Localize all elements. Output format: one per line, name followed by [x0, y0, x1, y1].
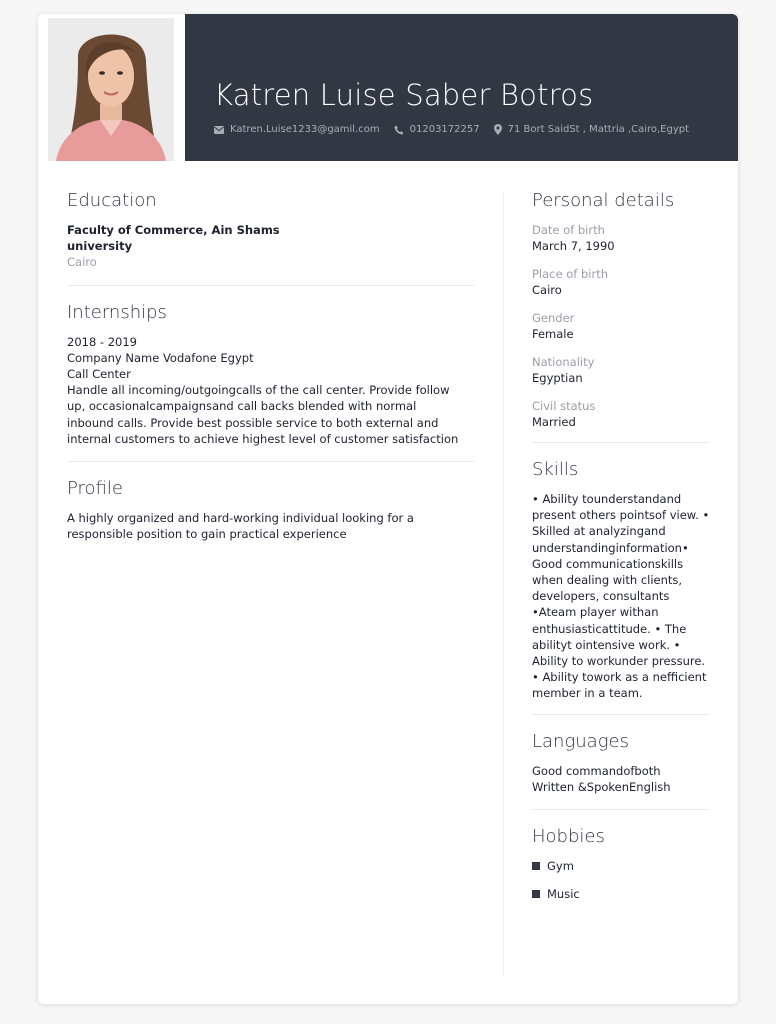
internship-desc-line: up, occasionalcampaignsand call backs blended with normal: [67, 399, 417, 414]
skills-line: abilityt ointensive work. •: [532, 637, 681, 652]
map-pin-icon: [494, 124, 502, 135]
internships-section: [67, 286, 474, 461]
skills-line: present others pointsof view. •: [532, 508, 710, 523]
skills-line: developers, consultants: [532, 589, 670, 604]
column-divider: [503, 191, 504, 976]
contact-email[interactable]: [214, 124, 380, 135]
internship-desc-line: internal customers to achieve highest level of customer satisfaction: [67, 431, 459, 446]
contact-row: [214, 124, 689, 135]
main-column: [67, 188, 474, 542]
skills-line: • Ability towork as a nefficient: [532, 670, 707, 685]
languages-line: Good commandofboth: [532, 763, 661, 778]
hobby-item: [532, 886, 710, 902]
civil-status-label: Civil status: [532, 399, 596, 413]
school-name-line2: university: [67, 239, 133, 254]
hobby-label: Gym: [547, 859, 574, 874]
skills-line: •Ateam player withan: [532, 605, 659, 620]
skills-line: Skilled at analyzingand: [532, 524, 666, 539]
address-text: 71 Bort SaidSt , Mattria ,Cairo,Egypt: [507, 124, 690, 135]
internship-desc-line: inbound calls. Provide best possible service to both external and: [67, 415, 439, 430]
profile-title: Profile: [67, 478, 123, 500]
personal-details-section: [532, 188, 710, 442]
skills-line: Good communicationskills: [532, 556, 684, 571]
education-section: [67, 188, 474, 285]
civil-status-value: Married: [532, 415, 576, 429]
languages-line: Written &SpokenEnglish: [532, 779, 671, 794]
education-title: Education: [67, 190, 157, 211]
skills-line: when dealing with clients,: [532, 573, 683, 588]
phone-text: 01203172257: [409, 124, 480, 135]
hobby-label: Music: [547, 887, 580, 902]
internship-role: Call Center: [67, 367, 131, 382]
contact-address[interactable]: [494, 124, 689, 135]
pob-label: Place of birth: [532, 267, 608, 281]
languages-title: Languages: [532, 730, 629, 752]
bullet-square-icon: [532, 862, 540, 870]
personal-details-title: Personal details: [532, 190, 675, 211]
header-band: [185, 14, 738, 161]
profile-photo: [48, 18, 174, 161]
nationality-value: Egyptian: [532, 371, 583, 385]
skills-section: [532, 443, 710, 714]
bullet-square-icon: [532, 890, 540, 898]
phone-icon: [394, 125, 404, 135]
resume-header: [38, 14, 738, 161]
skills-line: • Ability tounderstandand: [532, 492, 682, 506]
internships-title: Internships: [67, 301, 167, 323]
skills-line: enthusiasticattitude. • The: [532, 621, 687, 636]
gender-label: Gender: [532, 311, 575, 325]
school-city: Cairo: [67, 255, 97, 270]
pob-value: Cairo: [532, 283, 562, 297]
resume-page: [38, 14, 738, 1004]
skills-title: Skills: [532, 459, 579, 480]
skills-line: understandinginformation•: [532, 540, 689, 555]
languages-section: [532, 715, 710, 809]
side-column: [532, 188, 710, 914]
hobbies-section: [532, 810, 710, 902]
email-text: Katren.Luise1233@gamil.com: [230, 124, 380, 135]
gender-value: Female: [532, 327, 574, 341]
envelope-icon: [214, 126, 224, 134]
profile-section: [67, 462, 474, 542]
skills-line: Ability to workunder pressure.: [532, 654, 706, 669]
internship-years: 2018 - 2019: [67, 334, 137, 349]
full-name: Katren Luise Saber Botros: [214, 78, 594, 112]
profile-line: responsible position to gain practical experience: [67, 527, 347, 542]
contact-phone[interactable]: [394, 124, 480, 135]
school-name-line1: Faculty of Commerce, Ain Shams: [67, 223, 280, 237]
internship-company: Company Name Vodafone Egypt: [67, 350, 254, 365]
internship-desc-line: Handle all incoming/outgoingcalls of the call center. Provide follow: [67, 383, 450, 398]
hobbies-title: Hobbies: [532, 826, 605, 848]
nationality-label: Nationality: [532, 355, 595, 369]
skills-line: member in a team.: [532, 686, 643, 701]
profile-line: A highly organized and hard-working individual looking for a: [67, 511, 414, 526]
dob-label: Date of birth: [532, 223, 605, 237]
hobby-item: [532, 858, 710, 874]
dob-value: March 7, 1990: [532, 239, 615, 253]
